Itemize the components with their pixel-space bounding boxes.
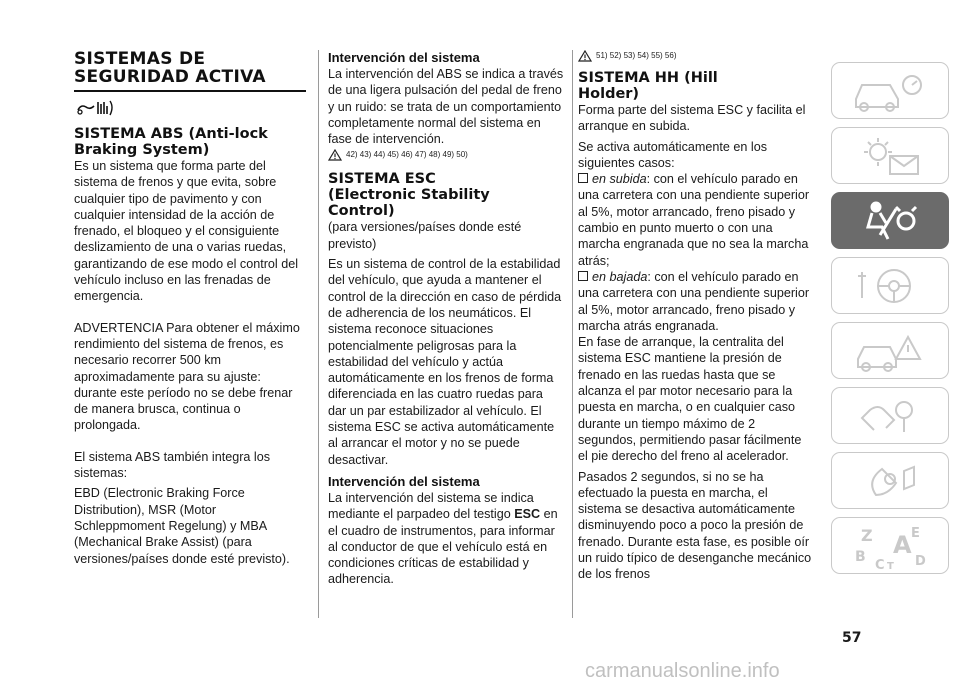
case-uphill-label: en subida (592, 172, 647, 187)
maintenance-wrench-icon (850, 394, 930, 438)
svg-text:C: C (875, 557, 885, 571)
tab-maintenance[interactable] (831, 387, 949, 444)
hh-warning-references (578, 50, 814, 62)
reference-numbers: 42) 43) 44) 45) 46) 47) 48) 49) 50) (346, 150, 468, 160)
warning-triangle-icon (328, 149, 342, 161)
esc-title-line1: SISTEMA ESC (328, 171, 436, 188)
warning-lights-icon (850, 134, 930, 178)
column-esc (328, 50, 564, 588)
esc-intervention-text-b: en el cuadro de instrumentos, para informar al conductor de que el vehículo está en condiciones críticas de estabilidad y adherencia. (328, 507, 558, 587)
tab-index[interactable] (831, 517, 949, 574)
abs-title-line1: SISTEMA ABS (Anti-lock (74, 126, 268, 142)
abs-intervention-title: Intervención del sistema (328, 50, 480, 65)
car-emergency-icon (850, 329, 930, 373)
page-number: 57 (842, 630, 862, 646)
chapter-tabs (831, 62, 949, 582)
chapter-title-line2: SEGURIDAD ACTIVA (74, 67, 266, 87)
tab-safety[interactable] (831, 192, 949, 249)
esc-warning-light-label: ESC (514, 507, 541, 522)
abs-systems-list: EBD (Electronic Braking Force Distribution), MSR (Motor Schleppmoment Regelung) y MBA (Mechanical Brake Assist) (para versiones/países donde esté previsto). (74, 486, 290, 566)
hh-case-downhill (578, 269, 814, 334)
column-hh (578, 50, 814, 583)
warning-references (328, 149, 564, 161)
abs-description: Es un sistema que forma parte del sistema de frenos y que evita, sobre cualquier tipo de pavimento y con cualquier intensidad de la acción de frenado, el bloqueo y el consiguiente deslizamiento de una o varias ruedas, garantizando de ese modo el control del vehículo incluso en las frenadas de emergencia. (74, 159, 299, 304)
tab-emergency[interactable] (831, 322, 949, 379)
title-underline (74, 90, 306, 92)
esc-title-line3: Control) (328, 203, 395, 220)
warning-triangle-icon (578, 50, 592, 62)
abs-warning-icon (74, 98, 306, 120)
tab-dashboard[interactable] (831, 62, 949, 119)
chapter-title-line1: SISTEMAS DE (74, 49, 206, 69)
tab-warning-lights[interactable] (831, 127, 949, 184)
svg-text:T: T (887, 560, 894, 571)
car-dashboard-icon (850, 69, 930, 113)
hh-release: Pasados 2 segundos, si no se ha efectuado la puesta en marcha, el sistema se desactiva automáticamente disminuyendo poco a poco la presión de frenado. Durante esta fase, es posible oír un ruido típico de desenganche mecánico de los frenos (578, 469, 812, 582)
svg-text:A: A (893, 530, 912, 559)
esc-availability: (para versiones/países donde esté previsto) (328, 220, 522, 251)
hh-startup: En fase de arranque, la centralita del sistema ESC mantiene la presión de frenado en las ruedas hasta que se alcanza el par motor necesario para la puesta en marcha, o en cualquier caso durante un tiempo máximo de 2 segundos, permitiendo pasar fácilmente el pie derecho del freno al acelerador. (578, 335, 802, 464)
esc-intervention-text-a: La intervención del sistema se indica mediante el parpadeo del testigo (328, 490, 534, 522)
hh-title-line1: SISTEMA HH (Hill (578, 70, 718, 86)
seat-airbag-safety-icon (850, 199, 930, 243)
hh-title-line2: Holder) (578, 86, 640, 102)
hh-activation: Se activa automáticamente en los siguientes casos: (578, 139, 768, 170)
case-uphill-text: : con el vehículo parado en una carretera con una pendiente superior al 5%, motor arrancado, freno pisado y cambio en punto muerto o con una marcha engranada que no sea la marcha atrás; (578, 172, 810, 268)
esc-intervention-text (328, 490, 564, 588)
esc-intervention-title: Intervención del sistema (328, 473, 480, 489)
column-divider-2 (572, 50, 573, 618)
index-abc-icon (845, 521, 935, 571)
svg-text:E: E (911, 525, 920, 541)
case-downhill-label: en bajada (592, 269, 648, 284)
column-divider-1 (318, 50, 319, 618)
tab-driving[interactable] (831, 257, 949, 314)
column-abs (74, 50, 306, 567)
hh-intro: Forma parte del sistema ESC y facilita el arranque en subida. (578, 103, 806, 134)
multimedia-icon (850, 459, 930, 503)
case-downhill-text: : con el vehículo parado en una carretera con una pendiente superior al 5%, motor arrancado, freno pisado y marcha atrás engranada. (578, 269, 810, 333)
svg-text:Z: Z (861, 525, 873, 545)
bullet-square-icon (578, 173, 588, 183)
abs-integrates: El sistema ABS también integra los sistemas: (74, 449, 270, 481)
esc-title-line2: (Electronic Stability (328, 187, 490, 204)
reference-numbers: 51) 52) 53) 54) 55) 56) (596, 51, 677, 60)
svg-text:D: D (915, 553, 926, 569)
watermark: carmanualsonline.info (585, 660, 780, 682)
tab-multimedia[interactable] (831, 452, 949, 509)
abs-warning-paragraph: ADVERTENCIA Para obtener el máximo rendimiento del sistema de frenos, es necesario recorrer 500 km aproximadamente para su ajuste: durante este período no se debe frenar de manera brusca, continua o prolongada. (74, 320, 300, 433)
esc-description: Es un sistema de control de la estabilidad del vehículo, que ayuda a mantener el control de la dirección en caso de pérdida de adherencia de los neumáticos. El sistema reconoce situaciones potencialmente peligrosas para la estabilidad del vehículo y actúa automáticamente en los frenos de forma diferenciada en las cuatro ruedas para dar un par estabilizador al vehículo. El sistema ESC se activa automáticamente al arrancar el motor y no se puede desactivar. (328, 257, 562, 467)
abs-title-line2: Braking System) (74, 142, 210, 158)
hh-case-uphill (578, 171, 814, 269)
bullet-square-icon (578, 271, 588, 281)
svg-text:B: B (855, 548, 866, 565)
steering-wheel-icon (850, 264, 930, 308)
abs-intervention-text: La intervención del ABS se indica a través de una ligera pulsación del pedal de freno y un ruido: se trata de un comportamiento completamente normal del sistema en fase de intervención. (328, 67, 564, 147)
